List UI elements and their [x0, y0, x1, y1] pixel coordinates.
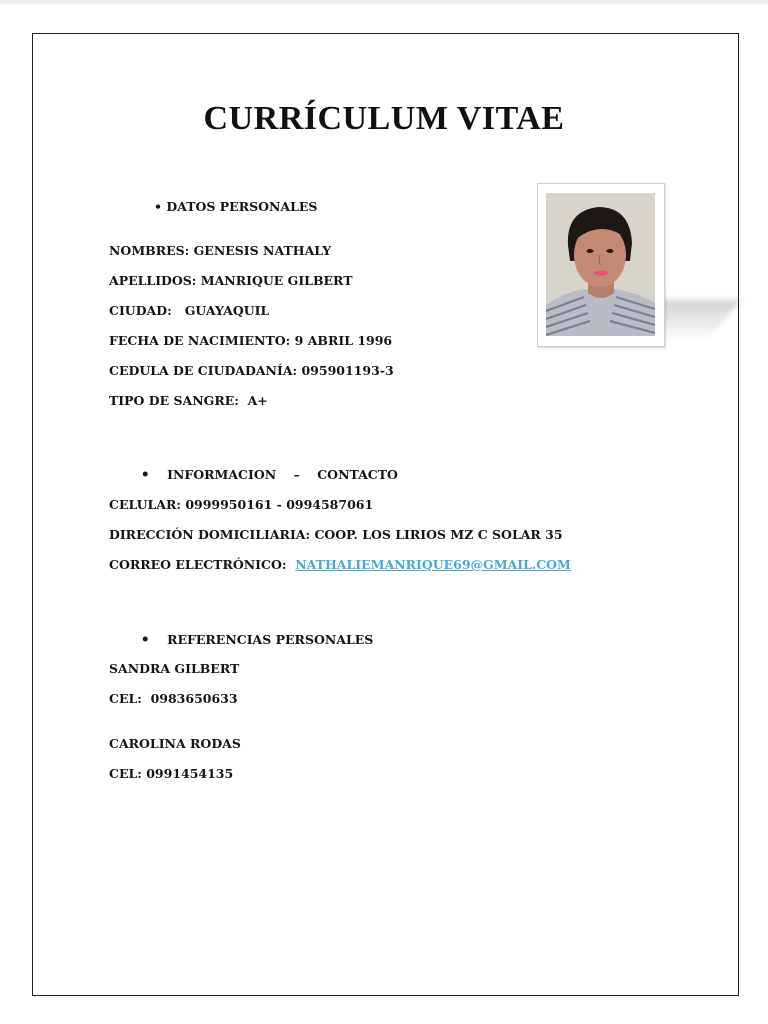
- field-tipo-sangre: TIPO DE SANGRE: A+: [109, 393, 268, 408]
- email-link[interactable]: NATHALIEMANRIQUE69@GMAIL.COM: [295, 557, 571, 572]
- reference-name: SANDRA GILBERT: [109, 661, 240, 676]
- email-label: CORREO ELECTRÓNICO:: [109, 557, 287, 572]
- field-apellidos: APELLIDOS: MANRIQUE GILBERT: [109, 273, 353, 288]
- photo-frame: [537, 183, 665, 347]
- section-heading-personal: • DATOS PERSONALES: [154, 199, 318, 214]
- bullet-references: •: [140, 632, 150, 648]
- field-direccion: DIRECCIÓN DOMICILIARIA: COOP. LOS LIRIOS MZ C SOLAR 35: [109, 527, 563, 542]
- portrait-photo-icon: [546, 193, 655, 336]
- field-correo: [109, 557, 571, 572]
- section-heading-contact: [132, 452, 398, 483]
- field-celular: CELULAR: 0999950161 - 0994587061: [109, 497, 374, 512]
- field-nombres: NOMBRES: GENESIS NATHALY: [109, 243, 332, 258]
- top-strip: [0, 0, 768, 4]
- reference-phone: CEL: 0983650633: [109, 691, 238, 706]
- bullet-contact: •: [140, 467, 150, 483]
- field-ciudad: CIUDAD: GUAYAQUIL: [109, 303, 270, 318]
- reference-name: CAROLINA RODAS: [109, 736, 241, 751]
- document-title: CURRÍCULUM VITAE: [203, 100, 565, 137]
- section-heading-references: [132, 617, 373, 648]
- contact-heading-label: INFORMACION – CONTACTO: [167, 467, 398, 482]
- field-fecha-nacimiento: FECHA DE NACIMIENTO: 9 ABRIL 1996: [109, 333, 393, 348]
- field-cedula: CEDULA DE CIUDADANÍA: 095901193-3: [109, 363, 394, 378]
- references-heading-label: REFERENCIAS PERSONALES: [167, 632, 374, 647]
- page-border: [32, 33, 739, 996]
- reference-phone: CEL: 0991454135: [109, 766, 234, 781]
